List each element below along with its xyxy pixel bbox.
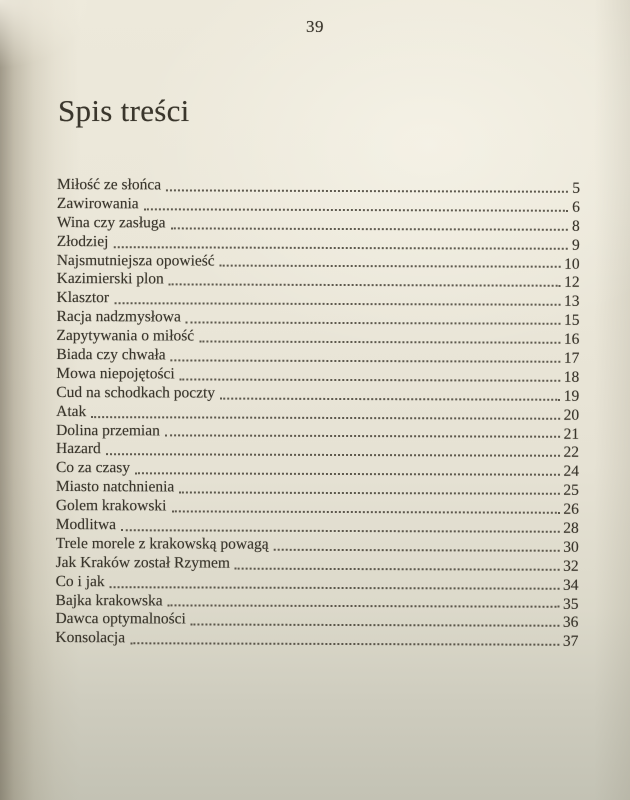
dot-leader [171,510,559,513]
toc-entry-page: 24 [563,463,580,481]
toc-entry [57,195,580,216]
toc-entry [56,384,579,405]
toc-entry [56,459,579,480]
toc-entry-title: Hazard [56,440,101,458]
toc-entry [55,592,578,613]
toc-entry [56,573,579,594]
toc-entry-page: 20 [563,406,580,424]
dot-leader [169,284,560,287]
toc-entry-page: 6 [572,198,580,216]
dot-leader [180,378,560,381]
dot-leader [168,605,559,608]
toc-entry [57,252,580,273]
toc-entry [57,270,580,291]
toc-entry-page: 32 [563,557,579,575]
toc-entry-page: 16 [563,330,580,348]
toc-entry-title: Biada czy chwała [56,346,166,364]
page-title: Spis treści [58,93,190,128]
dot-leader [171,227,569,230]
toc-entry-page: 10 [564,255,580,273]
toc-entry [56,422,579,443]
toc-entry-title: Trele morele z krakowską powagą [55,534,269,553]
dot-leader [106,454,560,458]
toc-entry-page: 8 [572,217,580,235]
toc-entry [56,554,579,575]
dot-leader [121,529,559,533]
toc-entry-title: Dolina przemian [56,421,160,439]
toc-entry-title: Kazimierski plon [56,270,164,288]
page-number: 39 [306,17,324,36]
toc-entry-title: Zawirowania [56,194,139,213]
dot-leader [220,397,560,400]
toc-entry-page: 25 [563,482,579,500]
toc-entry-title: Mowa niepojętości [56,364,175,383]
toc-entry-page: 26 [563,500,579,518]
toc-entry [56,346,579,367]
toc-entry [57,214,580,235]
dot-leader [166,189,568,192]
toc-entry-page: 19 [563,387,580,405]
toc-entry [56,535,579,556]
toc-entry [56,440,579,461]
toc-entry-page: 28 [563,519,579,537]
toc-entry-title: Dawca optymalności [55,610,186,628]
dot-leader [130,643,559,646]
toc-entry-title: Wina czy zasługa [56,213,166,232]
toc-entry-title: Racja nadzmysłowa [56,308,181,326]
toc-entry-title: Konsolacja [55,629,126,647]
toc-entry-title: Bajka krakowska [55,591,163,609]
toc-entry [57,289,580,310]
toc-entry-page: 37 [562,633,579,651]
toc-entry-title: Złodziej [56,232,109,250]
dot-leader [179,492,559,495]
toc-entry [56,403,579,424]
toc-entry-page: 18 [563,368,580,386]
toc-entry-title: Najsmutniejsza opowieść [56,251,215,270]
toc-entry-page: 30 [563,538,579,556]
toc-entry-page: 12 [564,274,580,292]
dot-leader [235,567,559,570]
dot-leader [165,435,560,438]
dot-leader [274,549,560,552]
toc-entry [55,610,578,631]
dot-leader [91,416,559,420]
toc-entry-page: 35 [562,595,579,613]
toc-entry-page: 9 [571,236,580,254]
toc-entry-title: Golem krakowski [55,497,167,515]
toc-entry [56,478,579,499]
toc-entry-page: 36 [562,614,579,632]
toc-entry-page: 13 [564,293,580,311]
dot-leader [220,265,561,268]
toc-entry-page: 5 [572,179,580,197]
dot-leader [171,359,560,362]
dot-leader [191,624,559,627]
toc-entry [56,308,579,329]
toc-entry-page: 15 [563,312,580,330]
dot-leader [144,208,568,211]
toc-entry-title: Klasztor [56,289,110,307]
toc-entry [56,516,579,537]
dot-leader [114,302,560,306]
toc-entry-page: 22 [563,444,580,462]
toc-entry-page: 17 [563,349,580,367]
toc-entry [55,629,578,650]
toc-entry [57,176,580,197]
toc-entry [56,497,579,518]
dot-leader [135,473,559,476]
toc-entry-title: Modlitwa [55,516,117,534]
toc-entry [56,327,579,348]
toc-entry [56,365,579,386]
toc-entry-title: Zapytywania o miłość [56,327,195,345]
toc-entry-page: 34 [563,576,579,594]
dot-leader [199,341,560,344]
toc-entry-title: Miłość ze słońca [56,176,162,194]
toc-entry-title: Co i jak [55,572,105,590]
toc-entry-page: 21 [563,425,580,443]
toc-entry-title: Jak Kraków został Rzymem [55,553,231,572]
table-of-contents [55,176,580,650]
dot-leader [186,322,560,325]
dot-leader [113,246,568,250]
toc-entry [57,233,580,254]
toc-entry-title: Miasto natchnienia [55,478,175,496]
toc-entry-title: Atak [56,402,87,420]
toc-entry-title: Cud na schodkach poczty [56,383,216,402]
toc-entry-title: Co za czasy [55,459,131,477]
dot-leader [110,586,559,590]
